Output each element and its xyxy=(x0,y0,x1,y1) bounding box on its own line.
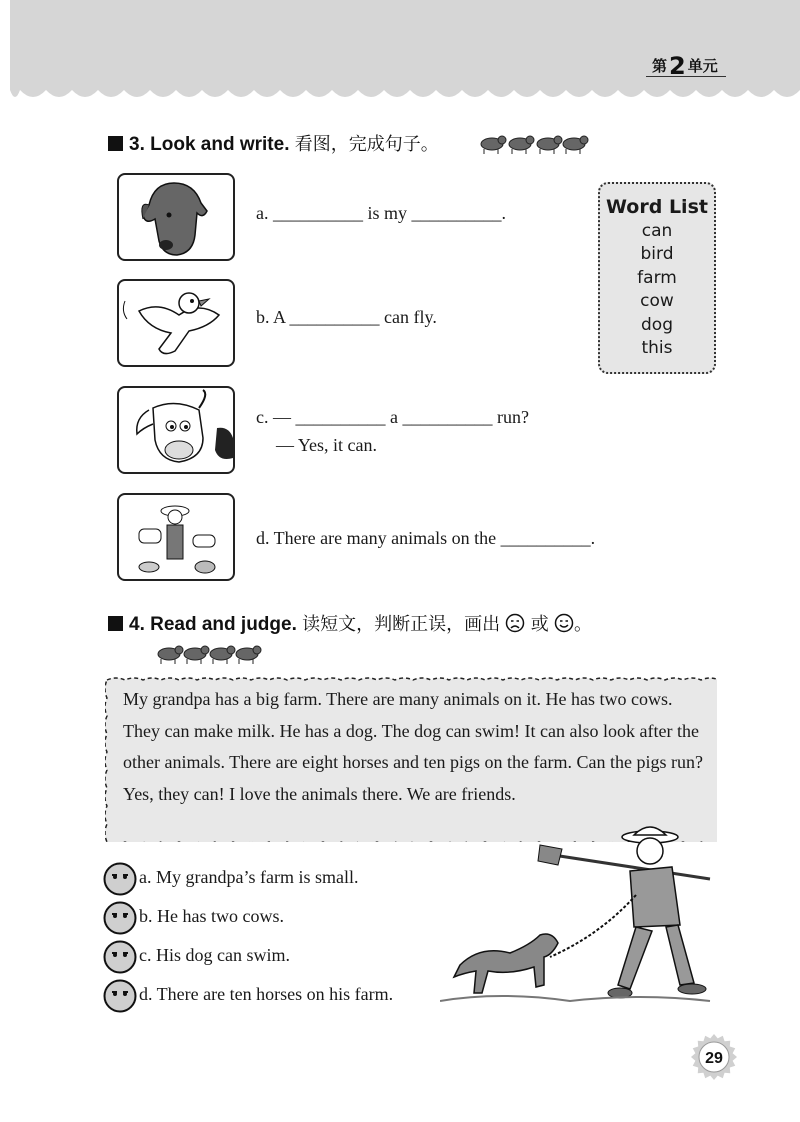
section3-heading-zh: 看图，完成句子。 xyxy=(294,134,439,155)
word-list-item: farm xyxy=(637,267,677,288)
section4-heading-or: 或 xyxy=(530,614,549,635)
bird-icon xyxy=(119,281,233,365)
word-list-item: cow xyxy=(640,291,674,312)
section3-heading xyxy=(108,130,439,156)
blank-face-icon[interactable] xyxy=(103,901,137,935)
happy-face-icon xyxy=(554,613,574,633)
sentence-c-reply: — Yes, it can. xyxy=(276,435,378,455)
bird-picture xyxy=(117,279,235,367)
sentence-c: c. — __________ a __________ run? xyxy=(256,407,529,427)
blank-face-icon[interactable] xyxy=(103,862,137,896)
sentence-b: b. A __________ can fly. xyxy=(256,307,437,327)
statement-text: d. There are ten horses on his farm. xyxy=(139,984,394,1005)
word-list-item: can xyxy=(641,221,673,241)
statement-a xyxy=(103,862,358,896)
unit-underline xyxy=(646,76,726,77)
header-banner xyxy=(10,0,800,100)
sad-face-icon xyxy=(505,613,525,633)
dog-head-icon xyxy=(119,175,233,259)
cow-head-icon xyxy=(119,388,233,472)
statement-text: b. He has two cows. xyxy=(139,906,284,927)
word-list-item: bird xyxy=(640,244,674,265)
blank-face-icon[interactable] xyxy=(103,979,137,1013)
word-list-box xyxy=(598,182,716,374)
blank-face-icon[interactable] xyxy=(103,940,137,974)
farm-picture xyxy=(117,493,235,581)
statement-c xyxy=(103,940,290,974)
word-list-title: Word List xyxy=(606,196,708,218)
unit-suffix: 单元 xyxy=(687,57,718,75)
statement-text: c. His dog can swim. xyxy=(139,945,290,966)
section4-heading-en: 4. Read and judge. xyxy=(129,614,297,635)
section-bullet-icon xyxy=(108,616,123,631)
cow-picture xyxy=(117,386,235,474)
section3-heading-en: 3. Look and write. xyxy=(129,134,290,155)
unit-prefix: 第 xyxy=(652,57,668,75)
word-list-item: dog xyxy=(641,314,673,335)
difficulty-cow-icons xyxy=(155,642,263,666)
passage-text: My grandpa has a big farm. There are many animals on it. He has two cows. They can make milk. He has a dog. The dog can swim! It can also look after the other animals. There are eight horses and ten pigs on the farm. Can the pigs run? Yes, they can! I love the animals there. We are friends. xyxy=(123,689,703,804)
farmer-walking-dog-illustration xyxy=(440,815,720,1015)
page-number: 29 xyxy=(705,1050,723,1067)
word-list-item: this xyxy=(641,338,673,359)
section4-heading xyxy=(108,610,592,636)
statement-text: a. My grandpa’s farm is small. xyxy=(139,867,359,888)
farmer-animals-icon xyxy=(119,495,233,579)
difficulty-cow-icons xyxy=(478,130,590,156)
dog-picture xyxy=(117,173,235,261)
statement-d xyxy=(103,979,393,1013)
statement-b xyxy=(103,901,284,935)
sentence-d: d. There are many animals on the __________. xyxy=(256,528,596,548)
section-bullet-icon xyxy=(108,136,123,151)
section4-heading-zh: 读短文，判断正误，画出 xyxy=(302,614,501,635)
page-number-badge xyxy=(690,1033,738,1081)
sentence-a: a. __________ is my __________. xyxy=(256,203,506,223)
section4-heading-end: 。 xyxy=(574,614,592,635)
unit-number: 2 xyxy=(669,52,686,80)
